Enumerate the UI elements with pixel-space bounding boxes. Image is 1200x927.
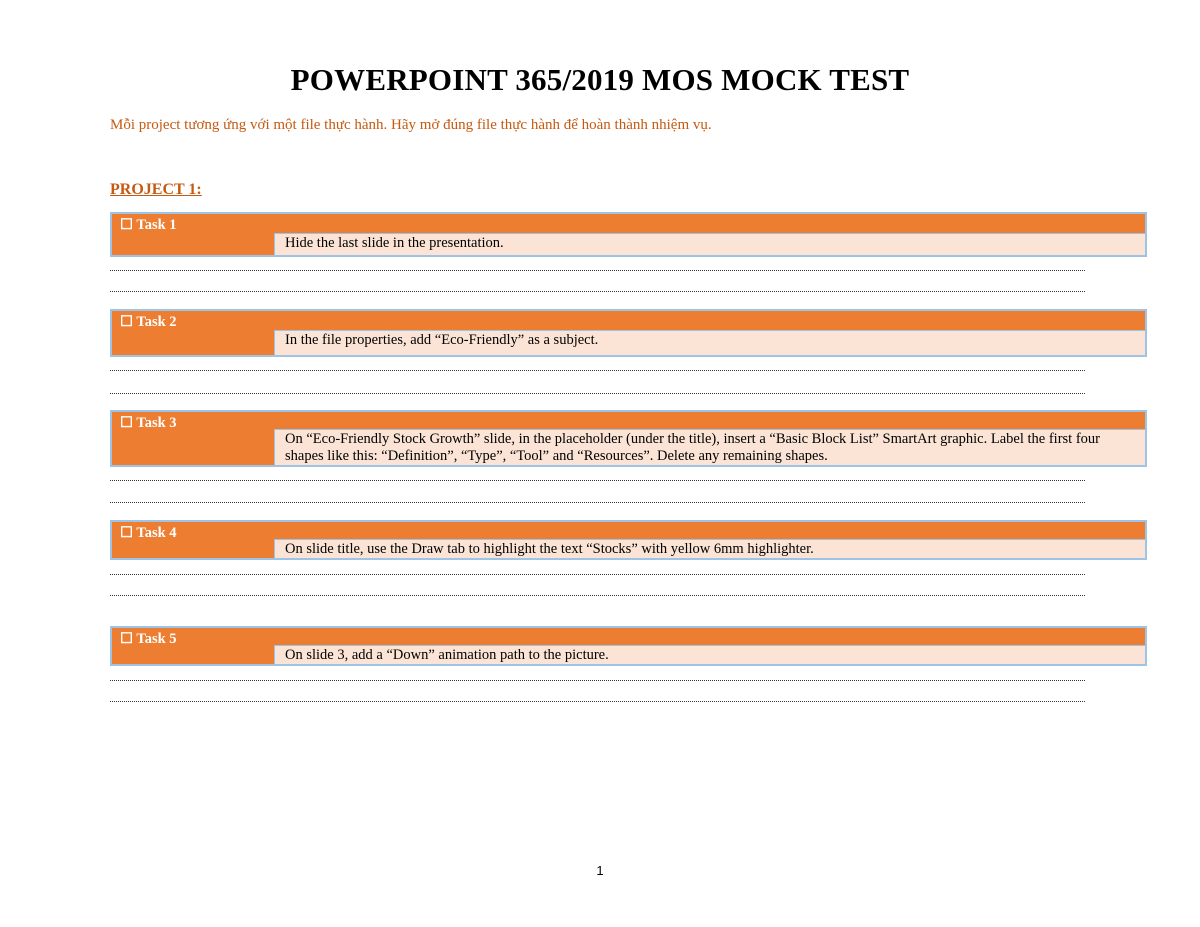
task-4-label: ☐ Task 4	[120, 525, 177, 541]
task-3-label: ☐ Task 3	[120, 415, 177, 431]
task-2	[110, 309, 1147, 357]
answer-line	[110, 595, 1085, 596]
task-5-label: ☐ Task 5	[120, 631, 177, 647]
task-4	[110, 520, 1147, 560]
task-1	[110, 212, 1147, 257]
answer-line	[110, 370, 1085, 371]
task-5-description: On slide 3, add a “Down” animation path to the picture.	[274, 645, 1145, 664]
intro-text: Mỗi project tương ứng với một file thực hành. Hãy mở đúng file thực hành để hoàn thành nhiệm vụ.	[110, 117, 712, 133]
answer-line	[110, 502, 1085, 503]
task-1-description: Hide the last slide in the presentation.	[274, 233, 1145, 255]
answer-line	[110, 393, 1085, 394]
answer-line	[110, 574, 1085, 575]
task-2-label: ☐ Task 2	[120, 314, 177, 330]
task-2-description: In the file properties, add “Eco-Friendly” as a subject.	[274, 330, 1145, 355]
answer-line	[110, 480, 1085, 481]
task-5	[110, 626, 1147, 666]
task-3-description: On “Eco-Friendly Stock Growth” slide, in the placeholder (under the title), insert a “Basic Block List” SmartArt graphic. Label the first four shapes like this: “Definition”, “Type”, “Tool” and “Resources”. Delete any remaining shapes.	[274, 429, 1145, 465]
page-title: POWERPOINT 365/2019 MOS MOCK TEST	[290, 62, 910, 97]
task-4-description: On slide title, use the Draw tab to highlight the text “Stocks” with yellow 6mm highlighter.	[274, 539, 1145, 558]
answer-line	[110, 270, 1085, 271]
page-number: 1	[596, 863, 604, 878]
task-1-label: ☐ Task 1	[120, 217, 177, 233]
answer-line	[110, 291, 1085, 292]
project-heading: PROJECT 1:	[110, 181, 202, 198]
answer-line	[110, 701, 1085, 702]
task-3	[110, 410, 1147, 467]
answer-line	[110, 680, 1085, 681]
